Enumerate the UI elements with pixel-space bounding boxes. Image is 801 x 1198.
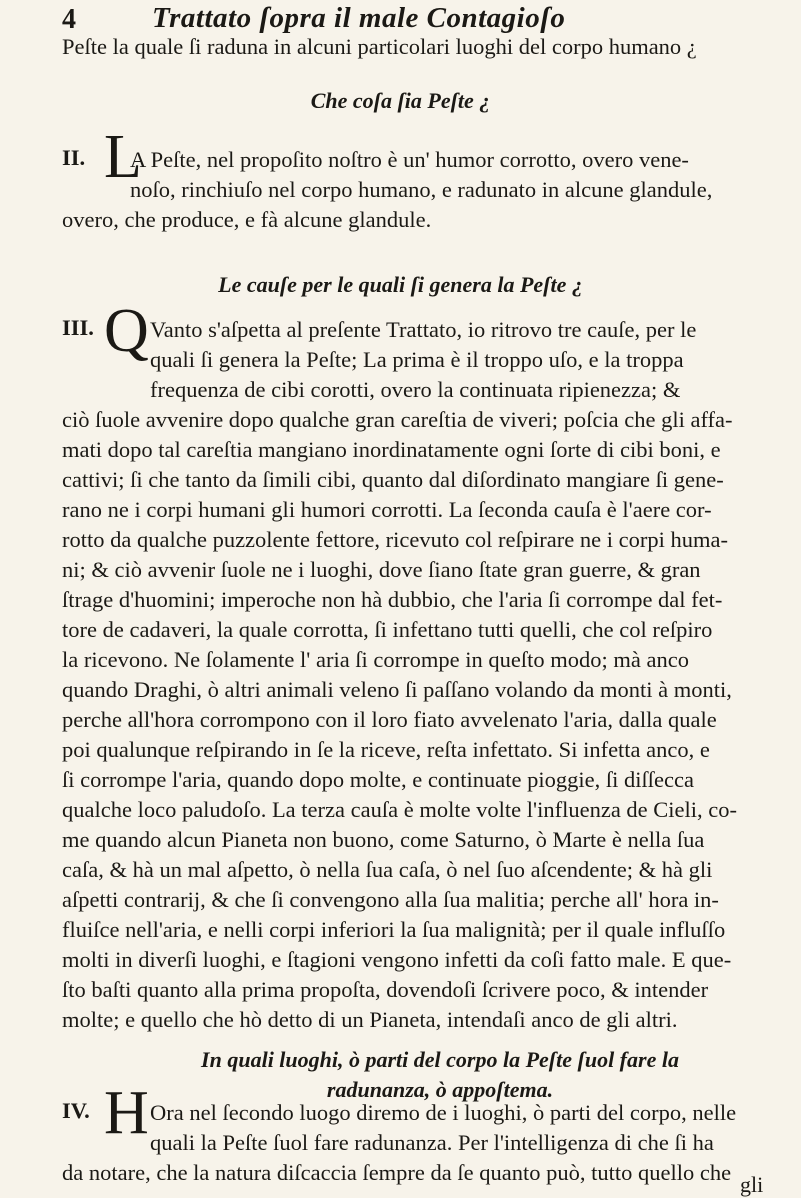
- catchword: gli: [740, 1172, 764, 1197]
- text-line: fluiſce nell'aria, e nelli corpi inferiori la ſua malignità; per il quale influſſo: [62, 917, 726, 942]
- text-line: tore de cadaveri, la quale corrotta, ſi infettano tutti quelli, che col reſpiro: [62, 617, 713, 642]
- text-line: quando Draghi, ò altri animali veleno ſi paſſano volando da monti à monti,: [62, 677, 732, 702]
- section-number-3: III.: [62, 315, 94, 340]
- text-line: Ora nel ſecondo luogo diremo de i luoghi, ò parti del corpo, nelle: [150, 1100, 737, 1125]
- running-title: Trattato ſopra il male Contagioſo: [152, 2, 566, 34]
- text-line: cattivi; ſi che tanto da ſimili cibi, quanto dal diſordinato mangiare ſi gene-: [62, 467, 724, 492]
- text-line: la ricevono. Ne ſolamente l' aria ſi corrompe in queſto modo; mà anco: [62, 647, 689, 672]
- text-line: rotto da qualche puzzolente fettore, ricevuto col reſpirare ne i corpi huma-: [62, 527, 728, 552]
- drop-cap-3: Q: [104, 297, 149, 365]
- continued-line: Peſte la quale ſi raduna in alcuni particolari luoghi del corpo humano ¿: [62, 34, 697, 59]
- text-line: overo, che produce, e fà alcune glandule.: [62, 207, 432, 232]
- section-number-2: II.: [62, 145, 86, 170]
- text-line: da notare, che la natura diſcaccia ſempre da ſe quanto può, tutto quello che: [62, 1160, 732, 1185]
- section-number-4: IV.: [62, 1098, 90, 1123]
- text-line: ciò ſuole avvenire dopo qualche gran careſtia de viveri; poſcia che gli affa-: [62, 407, 733, 432]
- page-number: 4: [62, 4, 76, 35]
- text-line: ni; & ciò avvenir ſuole ne i luoghi, dove ſiano ſtate gran guerre, & gran: [62, 557, 701, 582]
- drop-cap-2: L: [104, 123, 142, 191]
- drop-cap-4: H: [104, 1079, 149, 1147]
- text-line: quali la Peſte ſuol fare radunanza. Per l'intelligenza di che ſi ha: [150, 1130, 714, 1155]
- text-line: ſtrage d'huomini; imperoche non hà dubbio, che l'aria ſi corrompe dal fet-: [62, 587, 723, 612]
- text-line: mati dopo tal careſtia mangiano inordinatamente ogni ſorte di cibi boni, e: [62, 437, 721, 462]
- text-line: caſa, & hà un mal aſpetto, ò nella ſua caſa, ò nel ſuo aſcendente; & hà gli: [62, 857, 713, 882]
- text-line: ſto baſti quanto alla prima propoſta, dovendoſi ſcrivere poco, & intender: [62, 977, 709, 1002]
- text-line: Vanto s'aſpetta al preſente Trattato, io ritrovo tre cauſe, per le: [150, 317, 697, 342]
- text-line: noſo, rinchiuſo nel corpo humano, e radunato in alcune glandule,: [130, 177, 713, 202]
- text-line: molti in diverſi luoghi, e ſtagioni vengono infetti da coſi fatto male. E que-: [62, 947, 732, 972]
- text-line: perche all'hora corrompono con il loro fiato avvelenato l'aria, dalla quale: [62, 707, 717, 732]
- text-line: A Peſte, nel propoſito noſtro è un' humor corrotto, overo vene-: [130, 147, 689, 172]
- section-heading-3: Le cauſe per le quali ſi genera la Peſte ¿: [218, 272, 583, 297]
- text-line: molte; e quello che hò detto di un Pianeta, intendaſi anco de gli altri.: [62, 1007, 678, 1032]
- text-line: poi qualunque reſpirando in ſe la riceve, reſta infettato. Si infetta anco, e: [62, 737, 710, 762]
- section-heading-2: Che coſa ſia Peſte ¿: [310, 88, 491, 113]
- text-line: qualche loco paludoſo. La terza cauſa è molte volte l'influenza de Cieli, co-: [62, 797, 738, 822]
- text-line: rano ne i corpi humani gli humori corrotti. La ſeconda cauſa è l'aere cor-: [62, 497, 712, 522]
- text-line: frequenza de cibi corotti, overo la continuata ripienezza; &: [150, 377, 681, 402]
- text-line: quali ſi genera la Peſte; La prima è il troppo uſo, e la troppa: [150, 347, 684, 372]
- text-line: aſpetti contrarij, & che ſi convengono alla ſua malitia; perche all' hora in-: [62, 887, 719, 912]
- text-line: me quando alcun Pianeta non buono, come Saturno, ò Marte è nella ſua: [62, 827, 705, 852]
- section-heading-4: In quali luoghi, ò parti del corpo la Peſte ſuol fare la radunanza, ò appoſtema.: [201, 1047, 679, 1102]
- text-line: ſi corrompe l'aria, quando dopo molte, e continuate pioggie, ſi diſſecca: [62, 767, 694, 792]
